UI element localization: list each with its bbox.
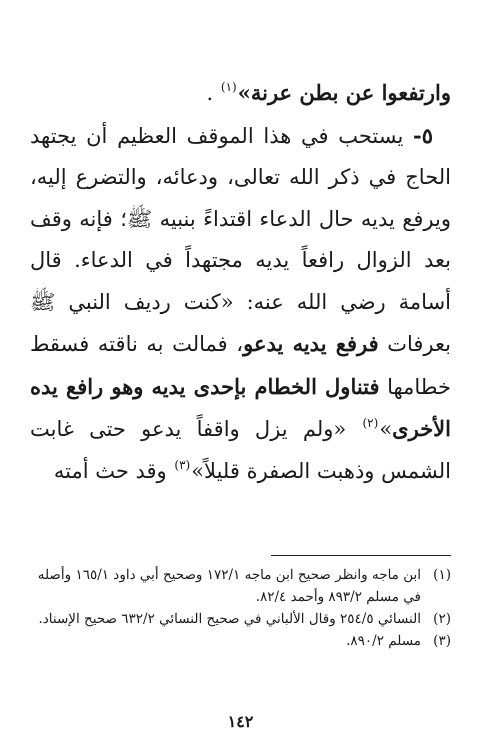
hadith-quote-bold: وارتفعوا عن بطن عرنة» <box>237 80 451 105</box>
page-number: ١٤٢ <box>227 712 254 731</box>
period: . <box>206 81 220 105</box>
main-text <box>30 72 451 492</box>
footnote-text: النسائي ٢٥٤/٥ وقال الألباني في صحيح النسائي ٦٣٢/٢ صحيح الإسناد. <box>38 611 421 627</box>
footnotes <box>30 564 451 652</box>
paragraph-2-text-5: وقد حث أمته <box>53 458 174 483</box>
paragraph-2-text-4: «ولم يزل واقفاً يدعو حتى غابت الشمس وذهبت الصفرة قليلاً» <box>30 417 451 483</box>
paragraph-2-text-2: ، فمالت به ناقته فسقط خطامها <box>30 332 452 399</box>
paragraph-1 <box>30 72 451 115</box>
paragraph-2-text-3: » <box>379 417 393 441</box>
footnote-divider <box>271 555 451 556</box>
footnote-1 <box>30 564 451 608</box>
footnote-ref-2: (٢) <box>362 416 379 430</box>
point-number: ٥- <box>413 122 433 148</box>
footnote-2 <box>30 608 451 630</box>
paragraph-2-text-1: يستحب في هذا الموقف العظيم أن يجتهد الحاج في ذكر الله تعالى، ودعائه، والتضرع إليه، ويرفع يديه حال الدعاء اقتداءً بنبيه ﷺ؛ فإنه وقف بعد الزوال رافعاً يديه مجتهداً في الدعاء. قال أسامة رضي الله عنه: «كنت رديف النبي ﷺ بعرفات <box>30 123 451 356</box>
footnote-number: (١) <box>433 567 451 583</box>
footnote-text: ابن ماجه وانظر صحيح ابن ماجه ١٧٢/١ وصحيح أبي داود ١٦٥/١ وأصله في مسلم ٨٩٣/٢ وأحمد ٨٢/٤. <box>37 567 421 605</box>
paragraph-2-bold-1: فرفع يديه يدعو <box>243 331 379 356</box>
footnote-text: مسلم ٨٩٠/٢. <box>346 633 421 649</box>
footnote-ref-3: (٣) <box>174 457 191 472</box>
paragraph-2-bold-2: فتناول الخطام بإحدى يديه وهو رافع يده الأخرى <box>30 373 451 441</box>
paragraph-2 <box>30 115 451 493</box>
footnote-number: (٣) <box>433 633 451 649</box>
footnote-3 <box>30 630 451 652</box>
footnote-ref-1: (١) <box>220 80 237 94</box>
footnote-number: (٢) <box>433 611 451 627</box>
